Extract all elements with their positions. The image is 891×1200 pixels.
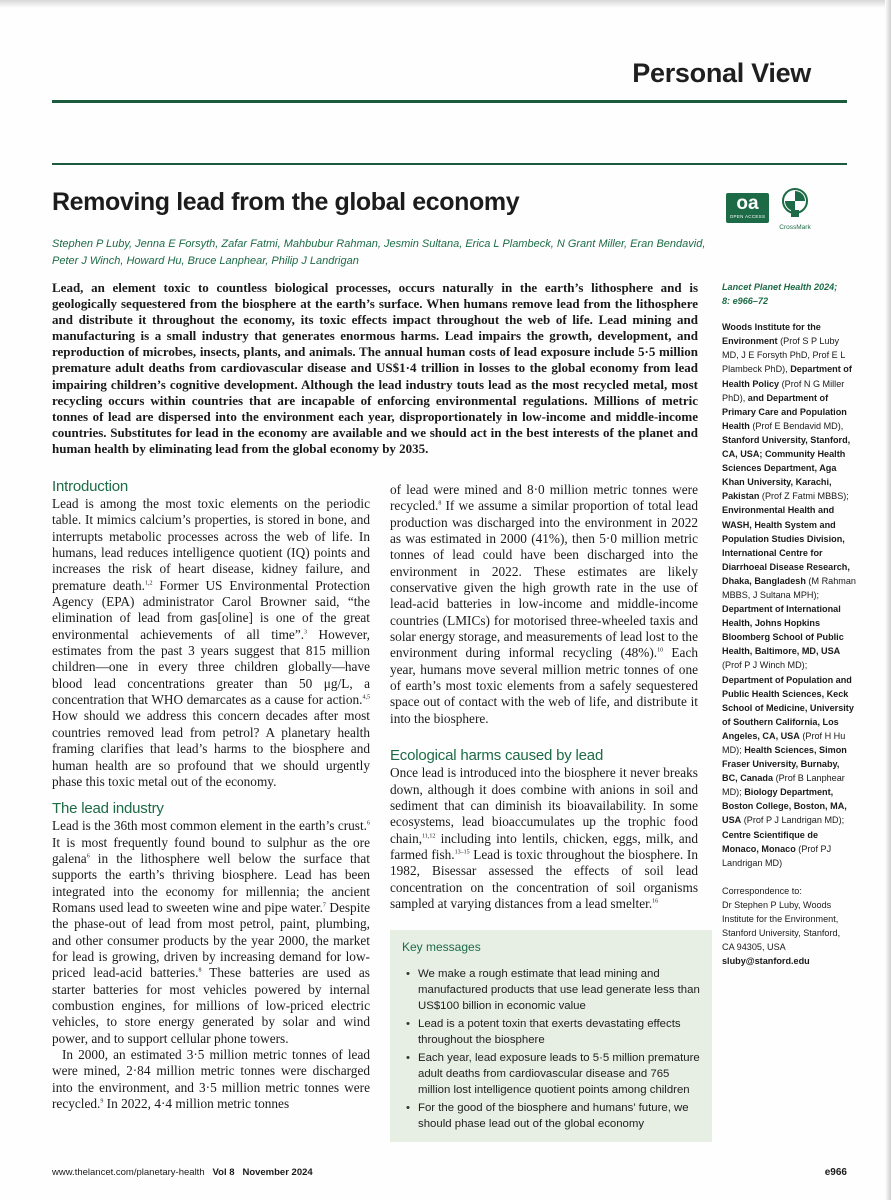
citation-ref[interactable]: 4,5 (362, 694, 370, 701)
correspondence: Correspondence to: Dr Stephen P Luby, Woods Institute for the Environment, Stanford University, Stanford, CA 94305, USA sluby@stanford.edu (722, 884, 857, 969)
citation-ref[interactable]: 1,2 (144, 580, 153, 587)
title-rule (52, 163, 847, 165)
section-heading-ecological-harms: Ecological harms caused by lead (390, 747, 604, 765)
header-rule (52, 100, 847, 103)
email-link[interactable]: sluby@stanford.edu (722, 956, 810, 967)
citation-ref[interactable]: 3 (304, 629, 308, 636)
citation-ref[interactable]: 6 (367, 820, 370, 827)
key-messages-panel (390, 930, 712, 1142)
citation-ref[interactable]: 6 (86, 853, 90, 860)
citation-ref[interactable]: 8 (198, 967, 202, 974)
paragraph: Lead is among the most toxic elements on the periodic table. It mimics calcium’s properties, is stored in bone, and interrupts metabolic processes across the web of life. In humans, lead reduces intelligence quotient (IQ) points and increases the risk of heart disease, kidney failure, and premature death.$^{1,2}$ Former US Environmental Protection Agency (EPA) administrator Carol Browner said, “the elimination of lead from gas[oline] is one of the great environmental achievements of all time”.$^3$ However, estimates from the past 3 years suggest that 815 million children—one in every three children globally—have blood lead concentrations greater than 50 μg/L, a concentration that WHO demarcates as a cause for action.$^{4,5}$ How should we address this concern decades after most countries removed lead from petrol? A planetary health framing clarifies that lead’s harms to the biosphere and human health are so profound that we should urgently phase this toxic metal out of the economy. (52, 496, 370, 789)
open-access-icon[interactable]: oa OPEN ACCESS (726, 193, 769, 223)
author-list: Stephen P Luby, Jenna E Forsyth, Zafar Fatmi, Mahbubur Rahman, Jesmin Sultana, Erica L Plambeck, N Grant Miller, Eran Bendavid, Peter J Winch, Howard Hu, Bruce Lanphear, Philip J Landrigan (52, 238, 706, 267)
abstract: Lead, an element toxic to countless biological processes, occurs naturally in the earth’s lithosphere and is geologically sequestered from the biosphere at the earth’s surface. When humans remove lead from the lithosphere and distribute it throughout the economy, its toxic effects impact throughout the web of life. Lead mining and manufacturing is a small industry that generates enormous harms. Lead impairs the growth, development, and reproduction of microbes, insects, plants, and animals. The annual human costs of lead exposure include 5·5 million premature adult deaths from cardiovascular disease and US$1·4 trillion in losses to the global economy from lead impairing children’s cognitive development. Although the lead industry touts lead as the most recycled metal, most recycling occurs within countries that are incapable of enforcing environmental regulations. Millions of metric tonnes of lead are dispersed into the environment each year, disproportionately in low-income and middle-income countries. Substitutes for lead in the economy are available and we should act in the best interests of the planet and human health by eliminating lead from the global economy by 2035. (52, 280, 698, 456)
paragraph: of lead were mined and 8·0 million metric tonnes were recycled.$^8$ If we assume a similar proportion of total lead production was discharged into the environment in 2022 as was estimated in 2000 (41%), then 5·0 million metric tonnes of lead could have been discharged into the environment in 2022. These estimates are likely conservative given the high growth rate in the use of lead-acid batteries in low-income and middle-income countries (LMICs) for motorised three-wheeled taxis and solar energy storage, and measurements of lead lost to the environment during informal recycling (48%).$^{10}$ Each year, humans move several million metric tonnes of one of earth’s most toxic elements from a safely sequestered space out of contact with the web of life, and distribute it into the biosphere. (390, 482, 698, 726)
citation-ref[interactable]: 13–15 (454, 849, 470, 856)
journal-url-link[interactable]: www.thelancet.com/planetary-health (52, 1167, 205, 1178)
list-item: • Lead is a potent toxin that exerts devastating effects throughout the biosphere (402, 1016, 700, 1048)
section-heading-lead-industry: The lead industry (52, 800, 164, 818)
left-column (52, 478, 370, 1112)
volume: Vol 8 (212, 1167, 235, 1178)
crossmark-icon[interactable]: CrossMark (778, 188, 812, 230)
page-number: e966 (824, 1167, 847, 1178)
affiliations: Woods Institute for the Environment (Prof S P Luby MD, J E Forsyth PhD, Prof E L Plambeck PhD), Department of Health Policy (Prof N G Miller PhD), and Department of Primary Care and Population Health (Prof E Bendavid MD), Stanford University, Stanford, CA, USA; Community Health Sciences Department, Aga Khan University, Karachi, Pakistan (Prof Z Fatmi MBBS); Environmental Health and WASH, Health System and Population Studies Division, International Centre for Diarrhoeal Disease Research, Dhaka, Bangladesh (M Rahman MBBS, J Sultana MPH); Department of International Health, Johns Hopkins Bloomberg School of Public Health, Baltimore, MD, USA (Prof P J Winch MD); Department of Population and Public Health Sciences, Keck School of Medicine, University of Southern California, Los Angeles, CA, USA (Prof H Hu MD); Health Sciences, Simon Fraser University, Burnaby, BC, Canada (Prof B Lanphear MD); Biology Department, Boston College, Boston, MA, USA (Prof P J Landrigan MD); Centre Scientifique de Monaco, Monaco (Prof PJ Landrigan MD) (722, 322, 856, 868)
citation-ref[interactable]: 16 (652, 898, 659, 905)
citation-ref[interactable]: 11,12 (422, 833, 436, 840)
citation-ref[interactable]: 7 (322, 902, 326, 909)
issue-date: November 2024 (242, 1167, 313, 1178)
list-item: • For the good of the biosphere and humans’ future, we should phase lead out of the global economy (402, 1100, 700, 1132)
key-messages-title: Key messages (402, 940, 481, 954)
paragraph: Lead is the 36th most common element in the earth’s crust.$^6$ It is most frequently found bound to sulphur as the ore galena$^6$ in the lithosphere well below the surface that supports the earth’s thriving biosphere. Lead has been integrated into the economy for millennia; the ancient Romans used lead to sweeten wine and pipe water.$^7$ Despite the phase-out of lead from most petrol, paint, plumbing, and other consumer products by the year 2000, the market for lead is growing, driven by increasing demand for low-priced lead-acid batteries.$^8$ These batteries are used as starter batteries for most vehicles powered by internal combustion engines, for millions of low-priced electric vehicles, to store energy generated by solar and wind power, and to support cellular phone towers. (52, 818, 370, 1046)
citation-ref[interactable]: 8 (438, 500, 442, 507)
list-item: • Each year, lead exposure leads to 5·5 million premature adult deaths from cardiovascular disease and 765 million lost intelligence quotient points among children (402, 1050, 700, 1098)
page-edge-shadow (0, 0, 891, 8)
section-heading-introduction: Introduction (52, 478, 128, 495)
key-messages-list (402, 966, 700, 1132)
journal-citation: Lancet Planet Health 2024; 8: e966–72 (722, 282, 838, 307)
sidebar (722, 280, 857, 968)
page-edge-shadow (885, 0, 891, 1200)
paragraph: Once lead is introduced into the biosphere it never breaks down, although it does combine with anions in soil and sediment that can diminish its bioavailability. In some ecosystems, lead bioaccumulates up the trophic food chain,$^{11,12}$ including into lentils, chicken, eggs, milk, and farmed fish.$^{13-15}$ Lead is toxic throughout the biosphere. In 1982, Bisessar assessed the effects of soil lead concentration on the concentration of soil organisms sampled at varying distances from a lead smelter.$^{16}$ (390, 765, 698, 911)
section-label: Personal View (632, 58, 811, 88)
article-title: Removing lead from the global economy (52, 188, 520, 216)
citation-ref[interactable]: 9 (100, 1098, 104, 1105)
paragraph: In 2000, an estimated 3·5 million metric tonnes of lead were mined, 2·84 million metric tonnes were discharged into the environment, and 3·5 million metric tonnes were recycled.$^9$ In 2022, 4·4 million metric tonnes (52, 1047, 370, 1112)
citation-ref[interactable]: 10 (657, 648, 664, 655)
crossmark-logo-icon (782, 188, 808, 218)
middle-column (390, 482, 698, 912)
list-item: • We make a rough estimate that lead mining and manufactured products that use lead generate less than US$100 billion in economic value (402, 966, 700, 1014)
